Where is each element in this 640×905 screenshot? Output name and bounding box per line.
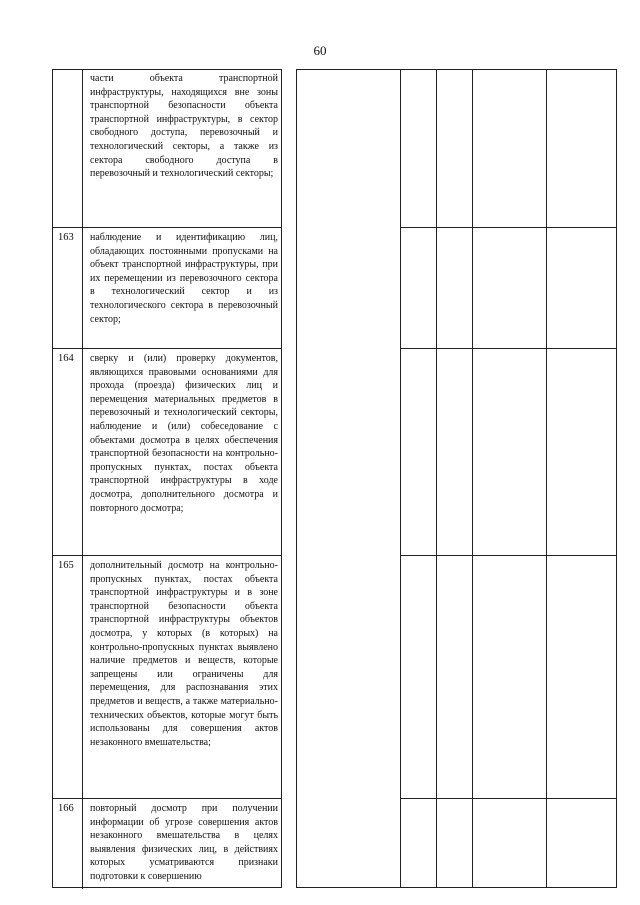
- row-number: 163: [58, 232, 74, 243]
- table-row: [52, 555, 282, 799]
- row-divider: [400, 555, 617, 556]
- page-number: 60: [313, 43, 327, 58]
- row-divider: [400, 227, 617, 228]
- column-divider: [472, 69, 473, 888]
- table-row: [52, 348, 282, 556]
- requirements-table: [52, 69, 617, 888]
- column-divider: [400, 69, 401, 888]
- row-text: сверку и (или) проверку документов, являющихся правовыми основаниями для прохода (проезда) физических лиц и перемещения материальных предметов в перевозочный и технологический секторы, наблюдение и (или) собеседование с объектами досмотра в целях обеспечения транспортной безопасности на контрольно-пропускных пунктах, постах объекта транспортной инфраструктуры в ходе досмотра, дополнительного досмотра и повторного досмотра;: [90, 353, 278, 514]
- row-text: наблюдение и идентификацию лиц, обладающих постоянными пропусками на объект транспортной инфраструктуры, при их перемещении из перевозочного сектора в технологический сектор и из технологического сектора в перевозочный сектор;: [90, 232, 278, 325]
- row-divider: [400, 798, 617, 799]
- right-table-frame: [296, 69, 617, 888]
- row-number: 165: [58, 560, 74, 571]
- row-number: 166: [58, 803, 74, 814]
- row-number: 164: [58, 353, 74, 364]
- column-divider: [546, 69, 547, 888]
- row-divider: [400, 348, 617, 349]
- column-divider: [436, 69, 437, 888]
- row-text: части объекта транспортной инфраструктуры, находящихся вне зоны транспортной безопасности объекта транспортной инфраструктуры, в сектор свободного доступа, перевозочный и технологический секторы, а также из сектора свободного доступа в перевозочный и технологический секторы;: [90, 73, 278, 180]
- row-text: повторный досмотр при получении информации об угрозе совершения актов незаконного вмешательства в целях выявления физических лиц, в действиях которых усматриваются признаки подготовки к совершению: [90, 803, 278, 882]
- table-row: [52, 798, 282, 889]
- table-row: [52, 227, 282, 349]
- row-text: дополнительный досмотр на контрольно-пропускных пунктах, постах объекта транспортной инфраструктуры и в зоне транспортной безопасности объекта транспортной инфраструктуры объектов досмотра, у которых (в которых) на контрольно-пропускных пунктах выявлено наличие предметов и веществ, которые запрещены или ограничены для перемещения, для распознавания этих предметов и веществ, а также материально-технических объектов, которые могут быть использованы для совершения актов незаконного вмешательства;: [90, 560, 278, 748]
